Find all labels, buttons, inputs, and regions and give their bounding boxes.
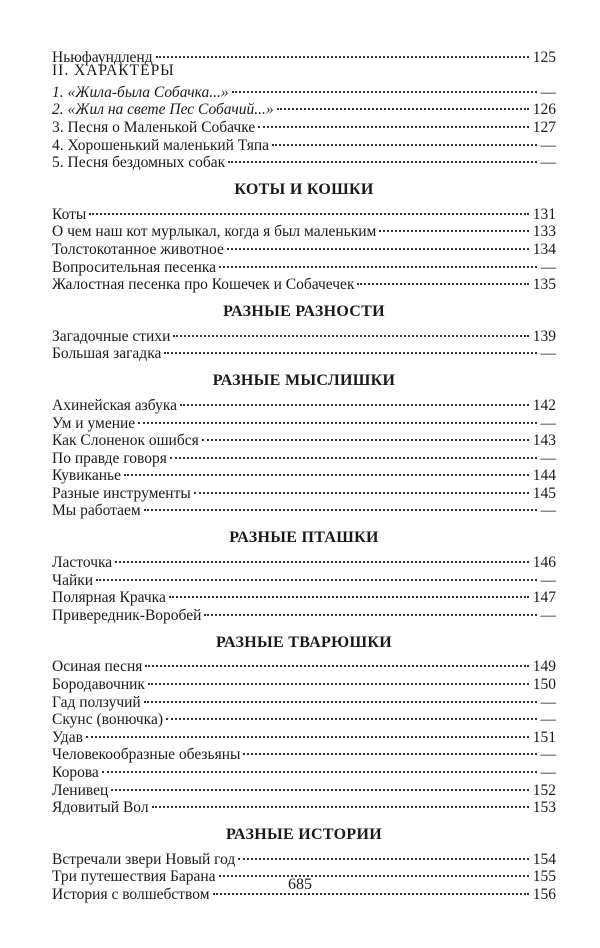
table-of-contents (52, 44, 556, 903)
dot-leader (277, 97, 531, 115)
toc-entry (52, 549, 556, 572)
entry-page: 154 (532, 850, 556, 868)
dot-leader (111, 777, 530, 795)
entry-title: 3. Песня о Маленькой Собачке (52, 118, 256, 136)
entry-page: 139 (532, 327, 556, 345)
section-heading: РАЗНЫЕ ТВАРЮШКИ (216, 633, 392, 651)
toc-entry (52, 654, 556, 676)
entry-page: 153 (532, 799, 556, 817)
dot-leader (194, 480, 531, 498)
entry-title: Толстокотанное животное (52, 240, 224, 258)
entry-page: — (540, 746, 556, 764)
dot-leader (202, 428, 531, 446)
dot-leader (272, 132, 538, 150)
section-heading: РАЗНЫЕ ПТАШКИ (229, 529, 379, 547)
dot-leader (152, 795, 531, 813)
toc-entry (52, 795, 556, 817)
section-heading: РАЗНЫЕ РАЗНОСТИ (223, 303, 385, 321)
dot-leader (169, 585, 531, 603)
entry-title: Как Слоненок ошибся (52, 432, 199, 450)
toc-entry (52, 79, 556, 101)
dot-leader (102, 759, 539, 777)
dot-leader (173, 323, 530, 341)
dot-leader (238, 846, 530, 864)
entry-page: 135 (532, 276, 556, 294)
toc-entry (52, 742, 556, 764)
entry-title: 1. «Жила-была Собачка...» (52, 83, 229, 101)
entry-page: 151 (532, 728, 556, 746)
dot-leader (180, 392, 531, 410)
toc-entry (52, 759, 556, 781)
toc-entry (52, 777, 556, 799)
entry-title: Чайки (52, 571, 94, 589)
entry-page: — (540, 764, 556, 781)
entry-page: 125 (532, 48, 556, 66)
entry-page: — (540, 502, 556, 520)
section-heading: РАЗНЫЕ ИСТОРИИ (226, 826, 382, 844)
entry-title: Коты (52, 205, 87, 223)
entry-title: Ахинейская азбука (52, 396, 177, 414)
entry-title: Жалостная песенка про Кошечек и Собачечек (52, 276, 355, 294)
entry-page: 143 (532, 432, 556, 450)
entry-title: Мы работаем (52, 502, 141, 520)
entry-title: Полярная Крачка (52, 589, 166, 607)
entry-page: — (540, 83, 556, 101)
dot-leader (145, 654, 530, 672)
subsection-title: II. ХАРАКТЕРЫ (52, 61, 175, 79)
entry-title: Разные инструменты (52, 484, 191, 502)
dot-leader (89, 201, 530, 219)
entry-page: 145 (532, 484, 556, 502)
entry-page: 133 (532, 223, 556, 241)
entry-page: — (540, 693, 556, 711)
dot-leader (144, 689, 539, 707)
entry-title: Бородавочник (52, 676, 145, 694)
dot-leader (357, 272, 530, 290)
dot-leader (115, 549, 531, 567)
entry-page: 152 (532, 781, 556, 799)
entry-page: 131 (532, 205, 556, 223)
entry-title: Скунс (вонючка) (52, 711, 163, 729)
entry-page: — (540, 154, 556, 172)
entry-page: — (540, 345, 556, 363)
entry-page: 142 (532, 396, 556, 414)
dot-leader (86, 724, 531, 742)
dot-leader (219, 254, 538, 272)
entry-page: 147 (532, 589, 556, 607)
entry-page: 146 (532, 554, 556, 572)
dot-leader (243, 742, 538, 760)
entry-title: 5. Песня бездомных собак (52, 154, 226, 172)
page-number: 685 (288, 876, 312, 893)
dot-leader (258, 114, 530, 132)
entry-title: Большая загадка (52, 345, 162, 363)
entry-page: — (540, 258, 556, 276)
toc-entry (52, 846, 556, 868)
toc-entry (52, 201, 556, 223)
dot-leader (379, 219, 530, 237)
entry-title: Человекообразные обезьяны (52, 746, 241, 764)
entry-page: 134 (532, 240, 556, 258)
dot-leader (204, 602, 538, 620)
entry-page: — (540, 571, 556, 589)
entry-title: Удав (52, 728, 83, 746)
entry-page: 155 (532, 868, 556, 886)
dot-leader (156, 44, 531, 62)
entry-title: Кувиканье (52, 467, 121, 485)
dot-leader (228, 150, 538, 168)
entry-page: — (540, 414, 556, 432)
dot-leader (164, 341, 538, 359)
entry-title: О чем наш кот мурлыкал, когда я был маленьким (52, 223, 377, 241)
toc-entry (52, 585, 556, 607)
entry-title: Ленивец (52, 781, 109, 799)
entry-title: Привередник-Воробей (52, 606, 202, 624)
entry-page: — (540, 136, 556, 154)
entry-title: Ум и умение (52, 414, 136, 432)
dot-leader (148, 671, 531, 689)
dot-leader (138, 410, 538, 428)
toc-entry (52, 44, 556, 66)
entry-title: История с волшебством (52, 885, 210, 903)
entry-title: Ядовитый Вол (52, 799, 149, 817)
dot-leader (170, 445, 539, 463)
dot-leader (227, 236, 531, 254)
entry-title: По правде говоря (52, 449, 167, 467)
toc-entry (52, 323, 556, 345)
entry-page: — (540, 711, 556, 729)
toc-entry (52, 480, 556, 502)
entry-title: Осиная песня (52, 658, 143, 676)
dot-leader (232, 79, 539, 97)
toc-entry (52, 463, 556, 485)
entry-page: — (540, 606, 556, 624)
toc-entry (52, 724, 556, 746)
entry-title: Корова (52, 764, 99, 781)
dot-leader (96, 567, 538, 585)
entry-title: Ласточка (52, 554, 113, 572)
entry-title: Вопросительная песенка (52, 258, 217, 276)
entry-title: Три путешествия Барана (52, 868, 216, 886)
entry-page: 156 (532, 885, 556, 903)
entry-title: Гад ползучий (52, 693, 141, 711)
toc-entry (52, 567, 556, 589)
dot-leader (166, 707, 539, 725)
entry-title: 4. Хорошенький маленький Тяпа (52, 136, 270, 154)
entry-title: 2. «Жил на свете Пес Собачий...» (52, 101, 274, 119)
entry-page: 149 (532, 658, 556, 676)
section-heading: РАЗНЫЕ МЫСЛИШКИ (212, 372, 396, 390)
toc-entry (52, 219, 556, 241)
toc-entry (52, 392, 556, 414)
entry-page: 144 (532, 467, 556, 485)
entry-page: — (540, 449, 556, 467)
entry-title: Встречали звери Новый год (52, 850, 236, 868)
dot-leader (144, 498, 539, 516)
entry-page: 150 (532, 676, 556, 694)
entry-title: Ньюфаундленд (52, 48, 153, 66)
entry-page: 126 (532, 101, 556, 119)
section-heading: КОТЫ И КОШКИ (234, 181, 374, 199)
dot-leader (124, 463, 531, 481)
entry-page: 127 (532, 118, 556, 136)
entry-title: Загадочные стихи (52, 327, 171, 345)
